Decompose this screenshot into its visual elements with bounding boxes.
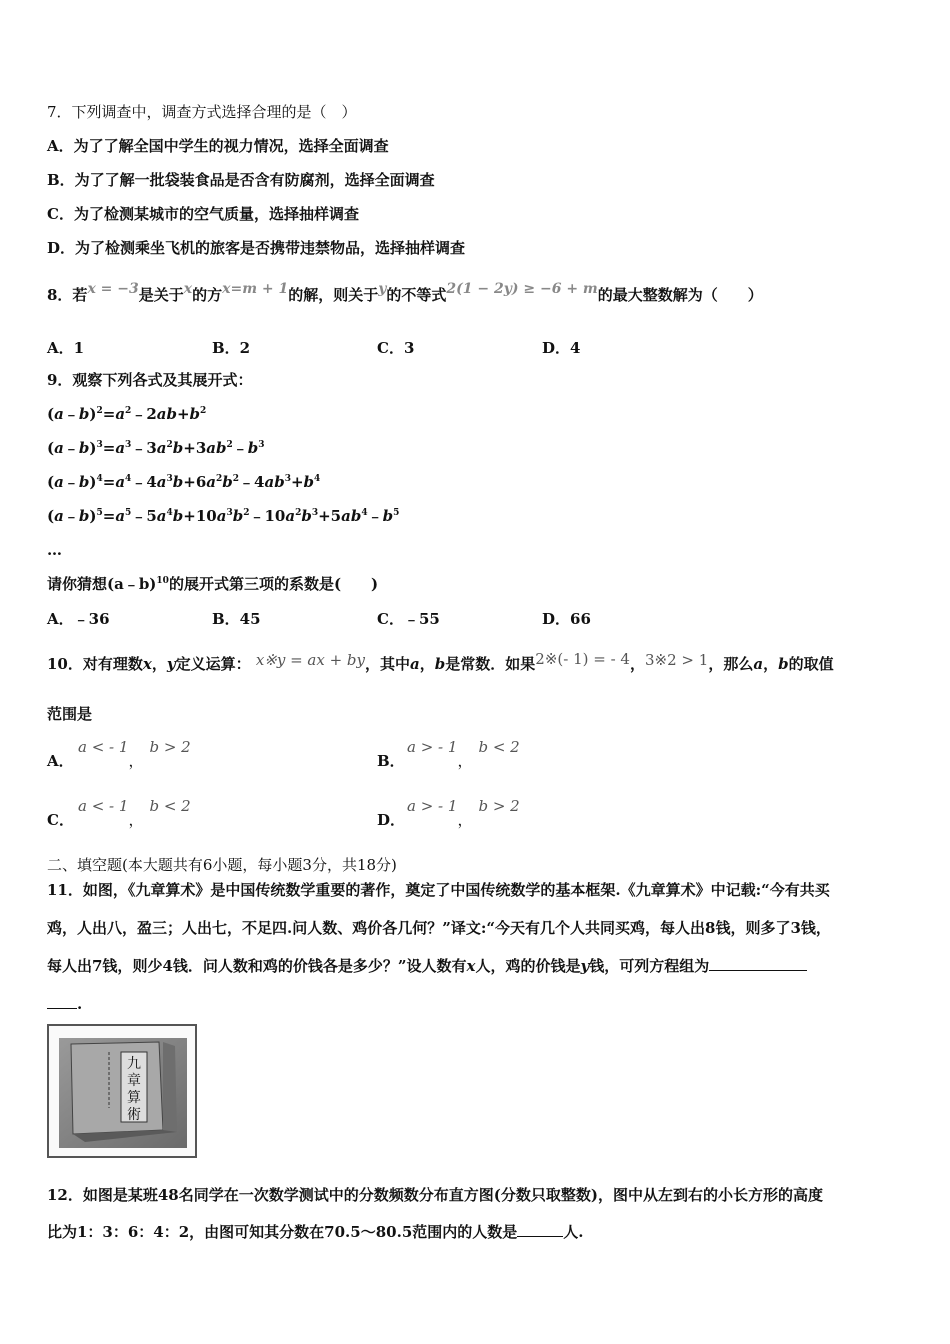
q8-math-equation: x=m + 1 (222, 281, 289, 297)
q9-expansion-2: $(a﹣b)^2=a^2﹣2ab+b^2$ (47, 405, 207, 423)
q9-ellipsis: … (47, 541, 62, 559)
q9-expansion-5: $(a﹣b)^5=a^5﹣5a^4b+10a^3b^2﹣10a^2b^3+5ab^4﹣b^5$ (47, 507, 400, 525)
q8-option-d: D．4 (542, 339, 581, 357)
q9-stem: 9．观察下列各式及其展开式： (47, 371, 253, 389)
q7-option-d: D．为了检测乘坐飞机的旅客是否携带违禁物品，选择抽样调查 (47, 239, 466, 257)
q10-option-c: a < - 1，b < 2 (78, 797, 191, 829)
q8-math-y: y (378, 281, 387, 297)
q11-line4: . (47, 994, 82, 1014)
q10-option-b: a > - 1，b < 2 (407, 738, 520, 770)
q8-option-b: B．2 (212, 339, 251, 357)
q9-option-b: B．45 (212, 610, 261, 628)
q10-condition-1: 2※(- 1) = - 4 (535, 650, 630, 668)
jiuzhang-suanshu-figure (47, 1024, 197, 1158)
q8-stem: 8．若x = −3是关于x的方x=m + 1的解，则关于y的不等式2(1 − 2y) ≥ −6 + m的最大整数解为（ ） (47, 281, 763, 304)
q10-option-a: a < - 1，b > 2 (78, 738, 191, 770)
svg-text:章: 章 (127, 1073, 141, 1089)
q11-line3: 每人出7钱，则少4钱．问人数和鸡的价钱各是多少？”设人数有x人，鸡的价钱是y钱，可列方程组为 (47, 956, 807, 976)
q9-option-d: D．66 (542, 610, 591, 628)
q9-option-a: A．﹣36 (47, 610, 110, 628)
book-illustration (59, 1038, 187, 1148)
q10-stem-line2: 范围是 (47, 705, 93, 723)
q7-option-a: A．为了了解全国中学生的视力情况，选择全面调查 (47, 137, 389, 155)
q10-option-a-label: A． (47, 752, 74, 770)
q9-expansion-4: $(a﹣b)^4=a^4﹣4a^3b+6a^2b^2﹣4ab^3+b^4$ (47, 473, 321, 491)
q8-option-c: C．3 (377, 339, 415, 357)
q10-option-c-label: C． (47, 811, 74, 829)
q11-line2: 鸡，人出八，盈三；人出七，不足四.问人数、鸡价各几何？”译文:“今天有几个人共同买鸡，每人出8钱，则多了3钱， (47, 919, 831, 937)
q8-math-x: x (183, 281, 193, 297)
q10-option-d: a > - 1，b > 2 (407, 797, 520, 829)
q10-option-b-label: B． (377, 752, 405, 770)
q9-option-c: C．﹣55 (377, 610, 440, 628)
q7-option-b: B．为了了解一批袋装食品是否含有防腐剂，选择全面调查 (47, 171, 435, 189)
q10-stem: 10．对有理数x，y定义运算： x※y = ax + by，其中a，b是常数．如果2※(- 1) = - 4，3※2 > 1，那么a，b的取值 (47, 650, 834, 673)
q11-answer-blank[interactable] (709, 956, 807, 971)
q10-option-d-label: D． (377, 811, 406, 829)
svg-text:算: 算 (127, 1090, 141, 1106)
q11-line1: 11．如图，《九章算术》是中国传统数学重要的著作，奠定了中国传统数学的基本框架.《九章算术》中记载:“今有共买 (47, 881, 830, 899)
section-heading-fill-in: 二、填空题(本大题共有6小题，每小题3分，共18分) (47, 856, 397, 874)
q8-math-x-eq: x = −3 (87, 281, 139, 297)
q12-line2: 比为1：3：6：4：2，由图可知其分数在70.5～80.5范围内的人数是 人. (47, 1223, 584, 1241)
q9-question: 请你猜想(a﹣b)$^{10}$的展开式第三项的系数是( ) (47, 575, 379, 593)
svg-text:術: 術 (127, 1107, 141, 1123)
q10-operation-def: x※y = ax + by (255, 651, 366, 669)
q8-option-a: A．1 (47, 339, 85, 357)
svg-text:九: 九 (127, 1056, 141, 1072)
q12-answer-blank[interactable] (517, 1222, 563, 1237)
q11-answer-blank-cont[interactable] (47, 994, 77, 1009)
q10-condition-2: 3※2 > 1 (645, 651, 709, 669)
q12-line1: 12．如图是某班48名同学在一次数学测试中的分数频数分布直方图(分数只取整数)，图中从左到右的小长方形的高度 (47, 1186, 823, 1204)
q8-math-inequality: 2(1 − 2y) ≥ −6 + m (446, 281, 598, 297)
q7-stem: 7．下列调查中，调查方式选择合理的是（ ） (47, 103, 357, 121)
q7-option-c: C．为了检测某城市的空气质量，选择抽样调查 (47, 205, 359, 223)
q9-expansion-3: $(a﹣b)^3=a^3﹣3a^2b+3ab^2﹣b^3$ (47, 439, 265, 457)
